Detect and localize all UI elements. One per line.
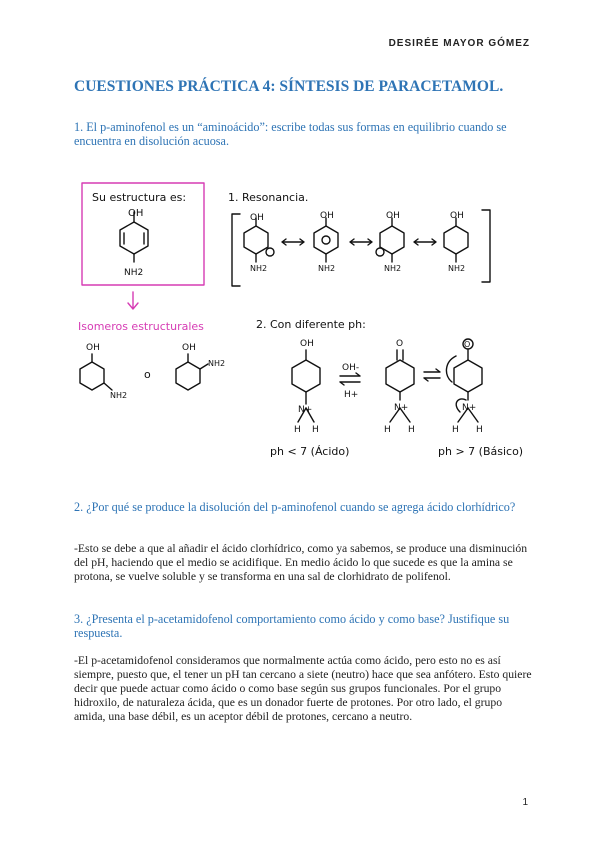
quinone-n: N+: [394, 403, 409, 413]
equilibrium-arrow-1: [340, 373, 360, 385]
answer-3: -El p-acetamidofenol consideramos que normalmente actúa como ácido, pero esto no es así siempre, puesto que, el tener un pH tan cercano a siete (neutro) hace que sea anfótero. Esto quiere decir que puede actuar como ácido o como base según sus grupos funcionales. Por el grupo hidroxilo, de naturaleza ácida, que es un donador fuerte de protones. Por otro lado, el grupo amida, una base débil, es un aceptor débil de protones, cercano a neutro.: [74, 654, 532, 723]
resonance-arrow-2: [350, 239, 372, 245]
question-2: 2. ¿Por qué se produce la disolución del p-aminofenol cuando se agrega ácido clorhídrico?: [74, 500, 516, 514]
ring-basic: [454, 360, 482, 392]
ring-quinone: [386, 360, 414, 392]
acid-n: N+: [298, 405, 313, 415]
acid-h1: H: [294, 425, 301, 435]
ph-label: 2. Con diferente ph:: [256, 318, 366, 331]
ring-res-1: [244, 226, 268, 254]
charge-minus-3: [376, 248, 384, 256]
author-name: DESIRÉE MAYOR GÓMEZ: [388, 38, 530, 49]
acid-oh: OH: [300, 339, 314, 349]
meta-oh: OH: [86, 343, 100, 353]
res4-nh2: NH2: [448, 264, 466, 273]
or-word: o: [144, 368, 151, 381]
res3-nh2: NH2: [384, 264, 402, 273]
basic-ph-label: ph > 7 (Básico): [438, 445, 524, 458]
basic-h1: H: [452, 425, 459, 435]
isomers-label: Isomeros estructurales: [78, 320, 204, 333]
ring-res-4: [444, 226, 468, 254]
page-title: CUESTIONES PRÁCTICA 4: SÍNTESIS DE PARACETAMOL.: [74, 78, 504, 95]
question-3: 3. ¿Presenta el p-acetamidofenol comportamiento como ácido y como base? Justifique su respuesta.: [74, 612, 510, 640]
res2-nh2: NH2: [318, 264, 336, 273]
acid-h2: H: [312, 425, 319, 435]
charge-plus-2: [322, 236, 330, 244]
oh-label: OH: [128, 208, 144, 219]
basic-o: O: [464, 340, 471, 349]
oh-minus: OH-: [342, 363, 360, 373]
res2-oh: OH: [320, 211, 334, 221]
meta-nh2: NH2: [110, 391, 128, 400]
basic-h2: H: [476, 425, 483, 435]
structure-label: Su estructura es:: [92, 191, 187, 204]
ortho-nh2: NH2: [208, 359, 226, 368]
resonance-label: 1. Resonancia.: [228, 191, 309, 204]
quinone-h2: H: [408, 425, 415, 435]
bracket-left: [232, 214, 240, 286]
answer-2: -Esto se debe a que al añadir el ácido clorhídrico, como ya sabemos, se produce una disminución del pH, haciendo que el medio se acidifique. En medio ácido lo que sucede es que la amina se protona, se vuelve soluble y se transforma en una sal de clorhidrato de polifenol.: [74, 542, 528, 583]
resonance-arrow-1: [282, 239, 304, 245]
ring-ortho: [176, 362, 200, 390]
quinone-o: O: [396, 339, 404, 349]
res1-nh2: NH2: [250, 264, 268, 273]
ring-meta: [80, 362, 104, 390]
ring-acid: [292, 360, 320, 392]
ortho-oh: OH: [182, 343, 196, 353]
res3-oh: OH: [386, 211, 400, 221]
nh2-label: NH2: [124, 268, 144, 278]
equilibrium-arrow-2: [424, 369, 440, 381]
quinone-h1: H: [384, 425, 391, 435]
down-arrow-icon: [128, 292, 138, 309]
h-plus: H+: [344, 390, 359, 400]
question-1: 1. El p-aminofenol es un “aminoácido”: escribe todas sus formas en equilibrio cuando se encuentra en disolución acuosa.: [74, 120, 507, 148]
page-number: 1: [522, 797, 528, 808]
basic-n: N+: [462, 403, 477, 413]
ring-res-2: [314, 226, 338, 254]
res1-oh: OH: [250, 213, 264, 223]
charge-plus-1: [266, 248, 274, 256]
resonance-arrow-3: [414, 239, 436, 245]
res4-oh: OH: [450, 211, 464, 221]
acid-ph-label: ph < 7 (Ácido): [270, 445, 350, 458]
bracket-right: [482, 210, 490, 282]
